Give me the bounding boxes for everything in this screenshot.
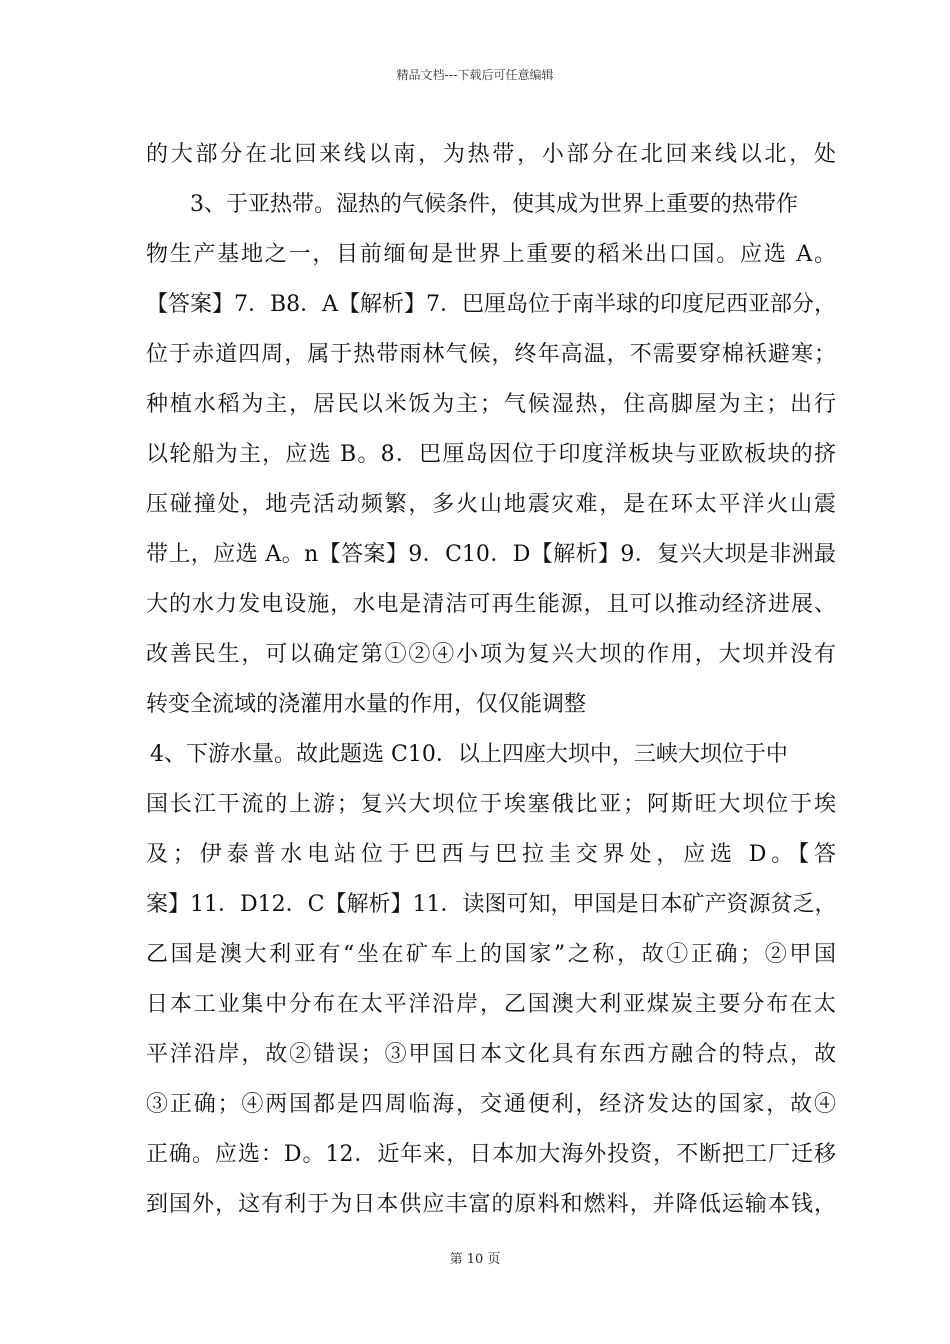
text-line: 转变全流域的浇灌用水量的作用，仅仅能调整 <box>146 692 587 717</box>
text-line: 案】11．D12．C【解析】11．读图可知，甲国是日本矿产资源贫乏， <box>146 892 836 917</box>
text-line: 4、下游水量。故此题选 C10．以上四座大坝中，三峡大坝位于中 <box>150 742 788 767</box>
text-line: 到国外，这有利于为日本供应丰富的原料和燃料，并降低运输本钱， <box>146 1192 836 1217</box>
text-line: 平洋沿岸，故②错误；③甲国日本文化具有东西方融合的特点，故 <box>146 1042 836 1067</box>
text-line: 种植水稻为主，居民以米饭为主；气候湿热，住高脚屋为主；出行 <box>146 392 836 417</box>
text-line: 压碰撞处，地壳活动频繁，多火山地震灾难，是在环太平洋火山震 <box>146 492 836 517</box>
text-line: ③正确；④两国都是四周临海，交通便利，经济发达的国家，故④ <box>146 1092 836 1117</box>
text-line: 3、于亚热带。湿热的气候条件，使其成为世界上重要的热带作 <box>190 192 798 217</box>
text-line: 【答案】7．B8．A【解析】7．巴厘岛位于南半球的印度尼西亚部分， <box>146 292 836 317</box>
text-line: 大的水力发电设施，水电是清洁可再生能源，且可以推动经济进展、 <box>146 592 836 617</box>
text-line: 带上，应选 A。n【答案】9．C10．D【解析】9．复兴大坝是非洲最 <box>146 542 836 567</box>
page-number: 第 10 页 <box>449 1252 501 1267</box>
text-line: 物生产基地之一，目前缅甸是世界上重要的稻米出口国。应选 A。 <box>146 242 836 267</box>
text-line: 乙国是澳大利亚有“坐在矿车上的国家”之称，故①正确；②甲国 <box>146 942 836 967</box>
text-line: 日本工业集中分布在太平洋沿岸，乙国澳大利亚煤炭主要分布在太 <box>146 992 836 1017</box>
text-line: 的大部分在北回来线以南，为热带，小部分在北回来线以北，处 <box>146 142 836 167</box>
body-text <box>146 130 836 1230</box>
text-line: 国长江干流的上游；复兴大坝位于埃塞俄比亚；阿斯旺大坝位于埃 <box>146 792 836 817</box>
page-header: 精品文档---下载后可任意编辑 <box>396 68 554 82</box>
text-line: 以轮船为主，应选 B。8．巴厘岛因位于印度洋板块与亚欧板块的挤 <box>146 442 836 467</box>
text-line: 位于赤道四周，属于热带雨林气候，终年高温，不需要穿棉袄避寒； <box>146 342 836 367</box>
text-line: 改善民生，可以确定第①②④小项为复兴大坝的作用，大坝并没有 <box>146 642 836 667</box>
text-line: 正确。应选：D。12．近年来，日本加大海外投资，不断把工厂迁移 <box>146 1142 836 1167</box>
text-line: 及；伊泰普水电站位于巴西与巴拉圭交界处，应选 D。【答 <box>146 842 836 867</box>
